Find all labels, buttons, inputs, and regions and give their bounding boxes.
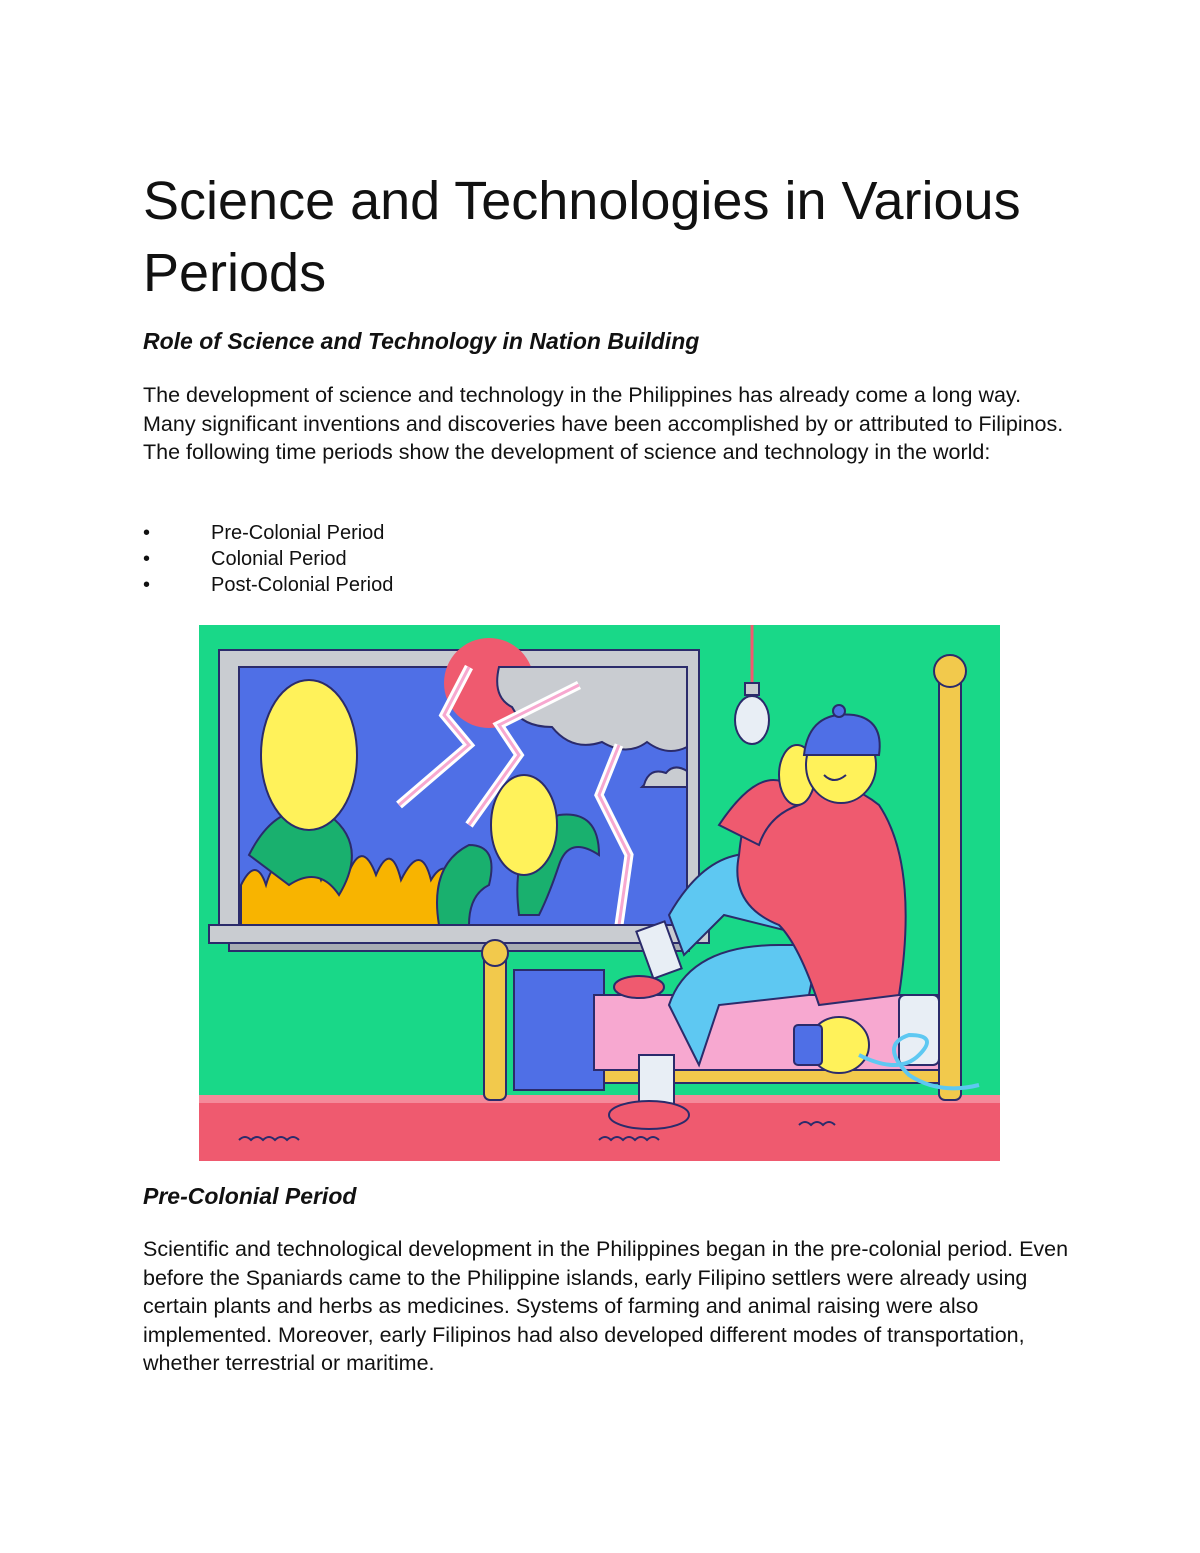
pre-colonial-paragraph: Scientific and technological development in the Philippines began in the pre-colonial period. Even before the Spaniards came to the Philippine islands, early Filipino settlers were already using certain plants and herbs as medicines. Systems of farming and animal raising were also implemented. Moreover, early Filipinos had also developed different modes of transportation, whether terrestrial or maritime. <box>143 1237 1069 1375</box>
section-heading-nation-building: Role of Science and Technology in Nation Building <box>143 328 700 354</box>
bullet-icon: • <box>143 574 151 596</box>
illustration-person-watching-screen-icon <box>199 625 1000 1161</box>
bullet-icon: • <box>143 548 151 570</box>
list-item-label: Pre-Colonial Period <box>211 522 385 544</box>
section-heading-pre-colonial: Pre-Colonial Period <box>143 1183 357 1209</box>
list-item-label: Post-Colonial Period <box>211 574 394 596</box>
list-item-label: Colonial Period <box>211 548 347 570</box>
intro-paragraph: The development of science and technology in the Philippines has already come a long way. Many significant inventions and discoveries have been accomplished by or attributed to Filipinos. The following time periods show the development of science and technology in the world: <box>143 383 1064 464</box>
page-title: Science and Technologies in Various Periods <box>143 171 1021 303</box>
bullet-icon: • <box>143 522 151 544</box>
